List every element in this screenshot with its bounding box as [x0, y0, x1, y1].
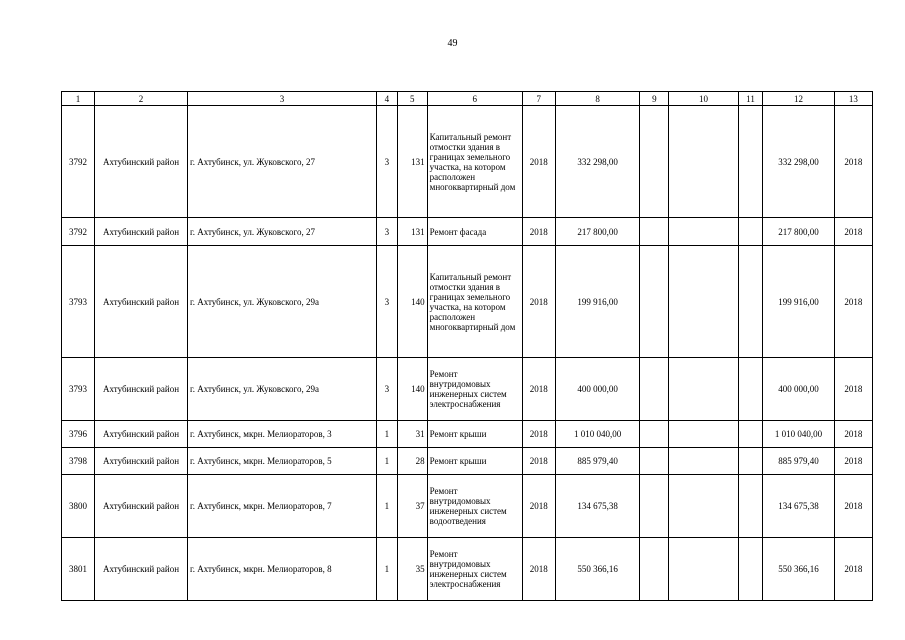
cell-cost: 199 916,00 [555, 246, 640, 358]
column-header: 11 [738, 92, 763, 106]
column-header: 6 [427, 92, 522, 106]
cell-total: 400 000,00 [763, 358, 834, 421]
cell-end-year: 2018 [834, 246, 872, 358]
cell-cost: 885 979,40 [555, 448, 640, 475]
cell-cost: 134 675,38 [555, 475, 640, 538]
cell-col9 [640, 538, 669, 601]
cell-col4: 1 [377, 475, 398, 538]
page-number: 49 [447, 38, 458, 49]
cell-end-year: 2018 [834, 421, 872, 448]
cell-year: 2018 [522, 358, 555, 421]
cell-id: 3793 [62, 246, 95, 358]
cell-work-type: Ремонт фасада [427, 218, 522, 246]
cell-address: г. Ахтубинск, мкрн. Мелиораторов, 8 [188, 538, 377, 601]
cell-district: Ахтубинский район [95, 106, 188, 218]
cell-col4: 3 [377, 358, 398, 421]
cell-col11 [738, 448, 763, 475]
column-header: 12 [763, 92, 834, 106]
column-header: 8 [555, 92, 640, 106]
cell-work-type: Ремонт крыши [427, 421, 522, 448]
cell-col11 [738, 106, 763, 218]
column-header: 1 [62, 92, 95, 106]
cell-year: 2018 [522, 106, 555, 218]
cell-work-type: Ремонт крыши [427, 448, 522, 475]
cell-end-year: 2018 [834, 358, 872, 421]
cell-district: Ахтубинский район [95, 358, 188, 421]
cell-col11 [738, 475, 763, 538]
table-row [62, 421, 873, 448]
cell-id: 3798 [62, 448, 95, 475]
cell-district: Ахтубинский район [95, 475, 188, 538]
cell-col4: 1 [377, 421, 398, 448]
cell-district: Ахтубинский район [95, 218, 188, 246]
table-row [62, 246, 873, 358]
cell-id: 3796 [62, 421, 95, 448]
cell-district: Ахтубинский район [95, 421, 188, 448]
cell-col11 [738, 421, 763, 448]
column-header: 13 [834, 92, 872, 106]
cell-work-type: Ремонт внутридомовых инженерных систем электроснабжения [427, 358, 522, 421]
cell-col11 [738, 246, 763, 358]
cell-col5: 131 [397, 106, 427, 218]
cell-work-type: Ремонт внутридомовых инженерных систем водоотведения [427, 475, 522, 538]
table-row [62, 358, 873, 421]
cell-col10 [669, 421, 738, 448]
cell-col4: 1 [377, 448, 398, 475]
cell-col10 [669, 106, 738, 218]
column-header: 4 [377, 92, 398, 106]
cell-year: 2018 [522, 218, 555, 246]
cell-id: 3792 [62, 218, 95, 246]
cell-year: 2018 [522, 448, 555, 475]
cell-id: 3801 [62, 538, 95, 601]
cell-col5: 35 [397, 538, 427, 601]
cell-end-year: 2018 [834, 218, 872, 246]
cell-col11 [738, 358, 763, 421]
table-row [62, 538, 873, 601]
cell-col5: 28 [397, 448, 427, 475]
cell-address: г. Ахтубинск, мкрн. Мелиораторов, 5 [188, 448, 377, 475]
cell-total: 199 916,00 [763, 246, 834, 358]
table-row [62, 448, 873, 475]
cell-total: 332 298,00 [763, 106, 834, 218]
cell-total: 134 675,38 [763, 475, 834, 538]
cell-id: 3800 [62, 475, 95, 538]
cell-col10 [669, 358, 738, 421]
cell-col11 [738, 538, 763, 601]
cell-col10 [669, 218, 738, 246]
cell-district: Ахтубинский район [95, 538, 188, 601]
cell-address: г. Ахтубинск, мкрн. Мелиораторов, 3 [188, 421, 377, 448]
cell-col5: 140 [397, 246, 427, 358]
cell-col5: 140 [397, 358, 427, 421]
cell-district: Ахтубинский район [95, 246, 188, 358]
cell-col9 [640, 246, 669, 358]
table-row [62, 475, 873, 538]
cell-id: 3793 [62, 358, 95, 421]
column-number-row [62, 92, 873, 106]
table-row [62, 218, 873, 246]
cell-year: 2018 [522, 538, 555, 601]
cell-col9 [640, 421, 669, 448]
cell-work-type: Капитальный ремонт отмостки здания в границах земельного участка, на котором расположен многоквартирный дом [427, 246, 522, 358]
cell-total: 550 366,16 [763, 538, 834, 601]
cell-col10 [669, 246, 738, 358]
cell-cost: 217 800,00 [555, 218, 640, 246]
cell-address: г. Ахтубинск, мкрн. Мелиораторов, 7 [188, 475, 377, 538]
cell-end-year: 2018 [834, 538, 872, 601]
cell-col9 [640, 448, 669, 475]
cell-address: г. Ахтубинск, ул. Жуковского, 27 [188, 106, 377, 218]
cell-col10 [669, 448, 738, 475]
cell-end-year: 2018 [834, 475, 872, 538]
cell-col10 [669, 538, 738, 601]
cell-col4: 3 [377, 218, 398, 246]
cell-col9 [640, 475, 669, 538]
cell-col4: 1 [377, 538, 398, 601]
cell-year: 2018 [522, 246, 555, 358]
cell-col9 [640, 218, 669, 246]
cell-col4: 3 [377, 106, 398, 218]
cell-cost: 332 298,00 [555, 106, 640, 218]
cell-total: 885 979,40 [763, 448, 834, 475]
cell-col5: 37 [397, 475, 427, 538]
cell-cost: 1 010 040,00 [555, 421, 640, 448]
cell-address: г. Ахтубинск, ул. Жуковского, 29а [188, 358, 377, 421]
cell-col4: 3 [377, 246, 398, 358]
cell-total: 217 800,00 [763, 218, 834, 246]
cell-col5: 31 [397, 421, 427, 448]
cell-col10 [669, 475, 738, 538]
cell-cost: 400 000,00 [555, 358, 640, 421]
column-header: 3 [188, 92, 377, 106]
column-header: 9 [640, 92, 669, 106]
cell-work-type: Капитальный ремонт отмостки здания в границах земельного участка, на котором расположен многоквартирный дом [427, 106, 522, 218]
cell-address: г. Ахтубинск, ул. Жуковского, 29а [188, 246, 377, 358]
cell-cost: 550 366,16 [555, 538, 640, 601]
column-header: 5 [397, 92, 427, 106]
cell-year: 2018 [522, 475, 555, 538]
cell-address: г. Ахтубинск, ул. Жуковского, 27 [188, 218, 377, 246]
column-header: 2 [95, 92, 188, 106]
column-header: 10 [669, 92, 738, 106]
cell-id: 3792 [62, 106, 95, 218]
cell-end-year: 2018 [834, 106, 872, 218]
cell-col5: 131 [397, 218, 427, 246]
cell-col9 [640, 358, 669, 421]
repair-register-table [61, 91, 873, 601]
table-row [62, 106, 873, 218]
cell-col11 [738, 218, 763, 246]
cell-total: 1 010 040,00 [763, 421, 834, 448]
cell-district: Ахтубинский район [95, 448, 188, 475]
cell-year: 2018 [522, 421, 555, 448]
cell-col9 [640, 106, 669, 218]
column-header: 7 [522, 92, 555, 106]
cell-work-type: Ремонт внутридомовых инженерных систем электроснабжения [427, 538, 522, 601]
cell-end-year: 2018 [834, 448, 872, 475]
